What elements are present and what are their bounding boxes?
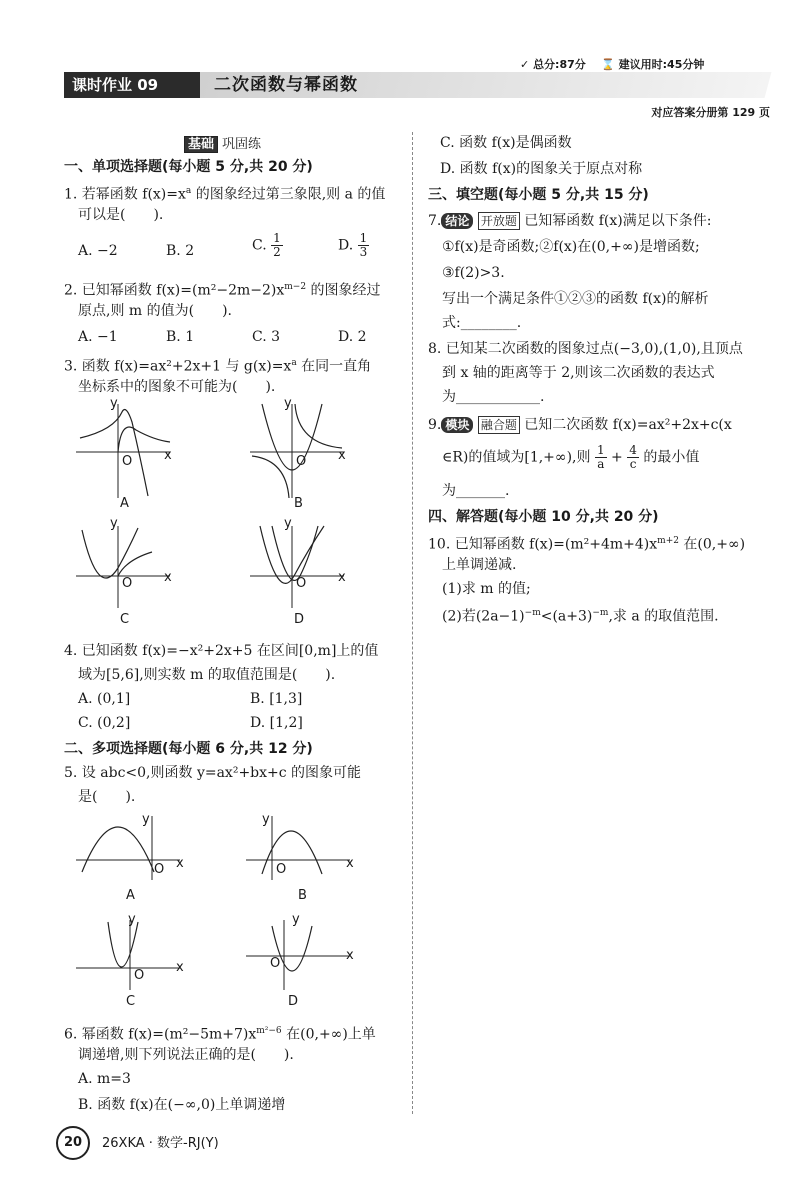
q5-label-d: D xyxy=(288,994,299,1009)
q5-graph-d xyxy=(244,916,354,992)
q2-option-d: D. 2 xyxy=(338,329,367,345)
q5-c-origin: O xyxy=(134,968,145,983)
q2-option-b: B. 1 xyxy=(166,329,195,345)
hourglass-icon: ⌛ xyxy=(601,58,615,71)
q7-line-3: ③f(2)>3. xyxy=(442,265,505,281)
q3-label-c: C xyxy=(120,612,130,627)
q8-line-3: 为____________. xyxy=(442,389,545,405)
q3-d-x-label: x xyxy=(338,570,346,585)
q3-b-y-label: y xyxy=(284,396,292,411)
q4-option-d: D. [1,2] xyxy=(250,715,303,731)
q3-line-2: 坐标系中的图象不可能为( ). xyxy=(78,379,276,395)
q7-tag2: 开放题 xyxy=(478,212,520,230)
q4-line-1: 4. 已知函数 f(x)=−x²+2x+5 在区间[0,m]上的值 xyxy=(64,643,379,659)
section-heading-2: 二、多项选择题(每小题 6 分,共 12 分) xyxy=(64,741,313,757)
q5-c-y-label: y xyxy=(128,912,136,927)
banner-title: 二次函数与幂函数 xyxy=(214,75,358,95)
header-meta xyxy=(520,56,770,72)
q9-tag: 模块 xyxy=(441,417,473,433)
q3-c-x-label: x xyxy=(164,570,172,585)
q6-option-d: D. 函数 f(x)的图象关于原点对称 xyxy=(440,161,643,177)
q8-line-1: 8. 已知某二次函数的图象过点(−3,0),(1,0),且顶点 xyxy=(428,341,743,357)
q3-b-x-label: x xyxy=(338,448,346,463)
q5-b-origin: O xyxy=(276,862,287,877)
section-box: 基础 xyxy=(184,136,218,153)
q1-option-c: C. $\frac{1}{2}$ xyxy=(252,231,281,259)
q5-line-1: 5. 设 abc<0,则函数 y=ax²+bx+c 的图象可能 xyxy=(64,765,362,781)
q5-line-2: 是( ). xyxy=(78,789,136,805)
q1-line-2: 可以是( ). xyxy=(78,207,164,223)
q5-a-x-label: x xyxy=(176,856,184,871)
q5-label-b: B xyxy=(298,888,307,903)
q5-graph-a xyxy=(74,812,184,882)
q1-line-1: 1. 若幂函数 $f(x)=x^a$ 的图象经过第三象限,则 a 的值 xyxy=(64,186,386,203)
q1-option-b: B. 2 xyxy=(166,243,195,259)
q3-graph-d xyxy=(248,520,348,610)
total-score-icon: ✓ xyxy=(520,58,530,71)
section-text: 巩固练 xyxy=(222,137,262,152)
q2-option-c: C. 3 xyxy=(252,329,281,345)
q5-graph-b xyxy=(244,812,354,882)
q3-label-d: D xyxy=(294,612,305,627)
q6-option-b: B. 函数 f(x)在(−∞,0)上单调递增 xyxy=(78,1097,286,1113)
q5-d-origin: O xyxy=(270,956,281,971)
page-number: 20 xyxy=(56,1126,90,1160)
q3-a-x-label: x xyxy=(164,448,172,463)
q5-graph-c xyxy=(74,916,184,992)
q6-line-2: 调递增,则下列说法正确的是( ). xyxy=(78,1047,294,1063)
q5-d-x-label: x xyxy=(346,948,354,963)
q3-d-origin: O xyxy=(296,576,307,591)
q4-option-b: B. [1,3] xyxy=(250,691,303,707)
q9-line-2: ∈R)的值域为[1,+∞),则 $\frac{1}{a}$ + $\frac{4}{c}$ 的最小值 xyxy=(442,443,700,471)
column-divider xyxy=(412,132,413,1114)
q3-graph-b xyxy=(248,400,348,500)
section-label xyxy=(184,133,261,152)
q3-label-b: B xyxy=(294,496,303,511)
section-heading-4: 四、解答题(每小题 10 分,共 20 分) xyxy=(428,509,659,525)
book-code: 26XKA · 数学-RJ(Y) xyxy=(102,1136,219,1151)
q6-line-1: 6. 幂函数 $f(x)=(m^2-5m+7)x^{m^2-6}$ 在(0,+∞)上单 xyxy=(64,1026,376,1043)
q7-tag: 结论 xyxy=(441,213,473,229)
q9-line-1: 9. 模块 融合题 已知二次函数 f(x)=ax²+2x+c(x xyxy=(428,417,732,433)
q5-a-y-label: y xyxy=(142,812,150,827)
q3-a-origin: O xyxy=(122,454,133,469)
q6-option-c: C. 函数 f(x)是偶函数 xyxy=(440,135,572,151)
q3-label-a: A xyxy=(120,496,129,511)
q6-option-a: A. m=3 xyxy=(78,1071,131,1087)
q3-c-origin: O xyxy=(122,576,133,591)
q5-b-x-label: x xyxy=(346,856,354,871)
q5-d-y-label: y xyxy=(292,912,300,927)
q2-option-a: A. −1 xyxy=(78,329,118,345)
section-heading-3: 三、填空题(每小题 5 分,共 15 分) xyxy=(428,187,649,203)
q3-line-1: 3. 函数 f(x)=ax²+2x+1 与 $g(x)=x^a$ 在同一直角 xyxy=(64,358,372,375)
q2-line-1: 2. 已知幂函数 $f(x)=(m^2-2m-2)x^{m-2}$ 的图象经过 xyxy=(64,282,381,299)
q7-line-5: 式:________. xyxy=(442,315,522,331)
q5-label-c: C xyxy=(126,994,136,1009)
q10-line-3: (1)求 m 的值; xyxy=(442,581,531,597)
q10-line-2: 上单调递减. xyxy=(442,557,517,573)
q5-c-x-label: x xyxy=(176,960,184,975)
q4-option-c: C. (0,2] xyxy=(78,715,131,731)
q3-graph-a xyxy=(74,400,174,500)
q3-a-y-label: y xyxy=(110,396,118,411)
suggested-time: 建议用时:45分钟 xyxy=(618,58,705,71)
q3-graph-c xyxy=(74,520,174,610)
q1-option-a: A. −2 xyxy=(78,243,118,259)
lesson-banner xyxy=(64,72,768,98)
q5-b-y-label: y xyxy=(262,812,270,827)
answer-reference: 对应答案分册第 129 页 xyxy=(651,106,770,119)
q2-line-2: 原点,则 m 的值为( ). xyxy=(78,303,232,319)
q7-line-1: 7. 结论 开放题 已知幂函数 f(x)满足以下条件: xyxy=(428,213,712,229)
q10-line-4: (2)若$(2a-1)^{-m}<(a+3)^{-m}$,求 a 的取值范围. xyxy=(442,608,719,625)
q4-option-a: A. (0,1] xyxy=(78,691,131,707)
q7-line-4: 写出一个满足条件①②③的函数 f(x)的解析 xyxy=(442,291,709,307)
total-score: 总分:87分 xyxy=(533,58,586,71)
q10-line-1: 10. 已知幂函数 $f(x)=(m^2+4m+4)x^{m+2}$ 在(0,+∞) xyxy=(428,536,746,553)
q1-option-d: D. $\frac{1}{3}$ xyxy=(338,231,368,259)
q5-a-origin: O xyxy=(154,862,165,877)
q7-line-2: ①f(x)是奇函数;②f(x)在(0,+∞)是增函数; xyxy=(442,239,700,255)
q9-tag2: 融合题 xyxy=(478,416,520,434)
section-heading-1: 一、单项选择题(每小题 5 分,共 20 分) xyxy=(64,159,313,175)
banner-label: 课时作业 09 xyxy=(64,72,200,98)
q4-line-2: 域为[5,6],则实数 m 的取值范围是( ). xyxy=(78,667,336,683)
q9-line-3: 为_______. xyxy=(442,483,510,499)
q3-b-origin: O xyxy=(296,454,307,469)
q3-d-y-label: y xyxy=(284,516,292,531)
q3-c-y-label: y xyxy=(110,516,118,531)
q8-line-2: 到 x 轴的距离等于 2,则该二次函数的表达式 xyxy=(442,365,715,381)
q5-label-a: A xyxy=(126,888,135,903)
